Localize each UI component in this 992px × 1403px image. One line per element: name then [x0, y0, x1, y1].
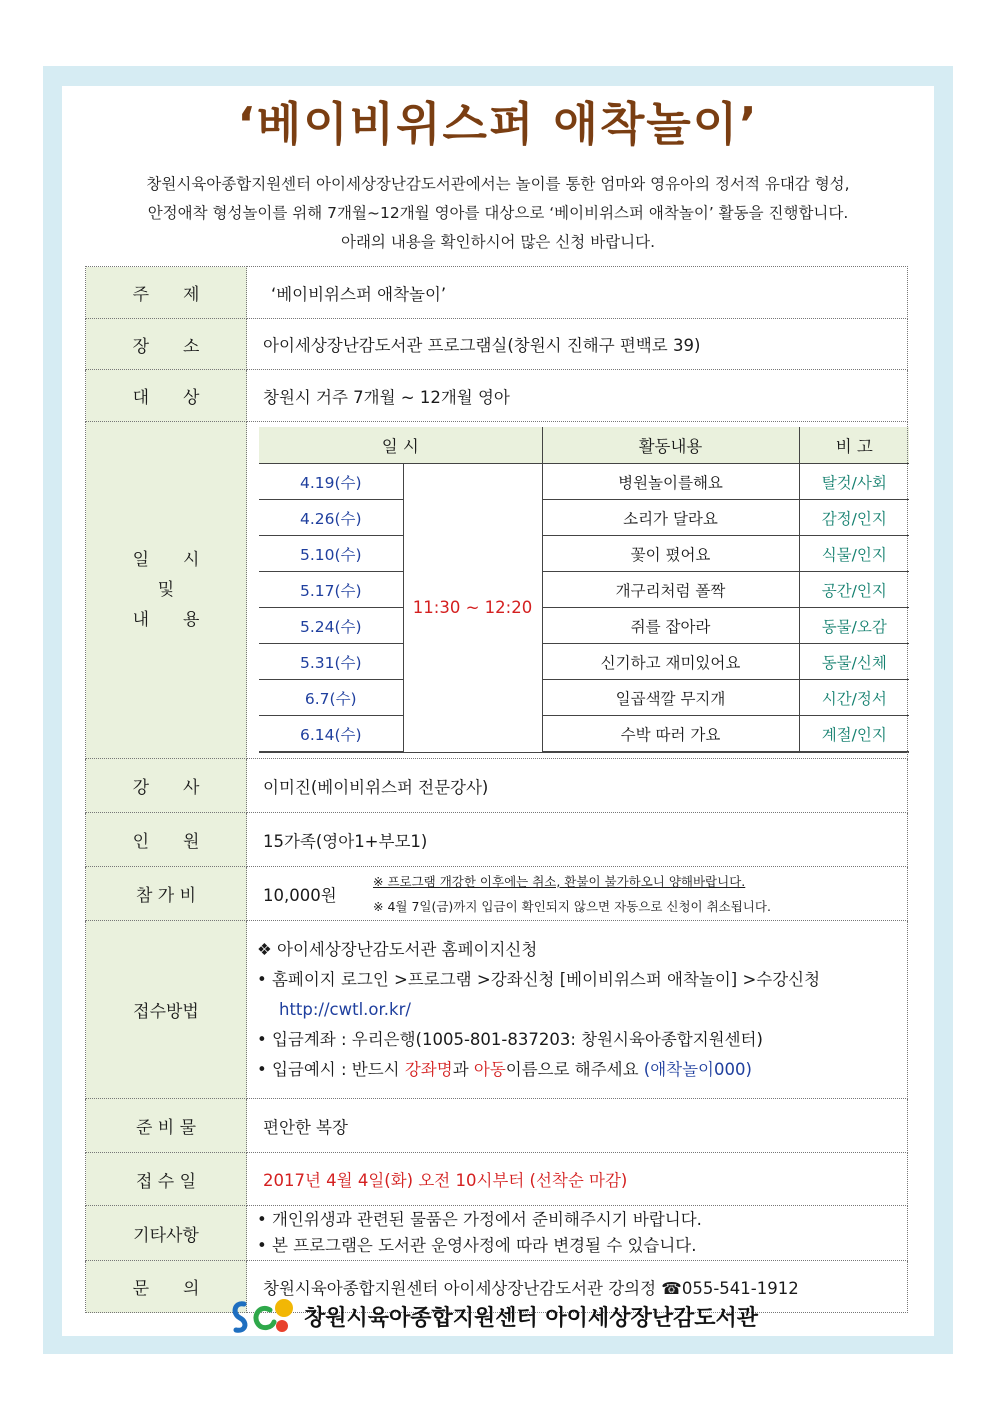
apply-step-homepage: • 홈페이지 로그인 >프로그램 >강좌신청 [베이비위스퍼 애착놀이] >수강신청 [257, 969, 821, 989]
schedule-row [259, 644, 909, 680]
value-apply [247, 921, 908, 1099]
value-subject: ‘베이비위스퍼 애착놀이’ [247, 267, 908, 319]
label-schedule-line: 일 시 [132, 550, 200, 570]
apply-heading: ❖ 아이세상장난감도서관 홈페이지신청 [257, 939, 538, 959]
apply-bank-account: • 입금계좌 : 우리은행(1005-801-837203: 창원시육아종합지원센터) [257, 1029, 763, 1049]
row-schedule [86, 422, 908, 759]
row-place [86, 319, 908, 370]
value-capacity: 15가족(영아1+부모1) [247, 813, 908, 867]
schedule-note: 동물/신체 [799, 644, 909, 680]
row-subject [86, 267, 908, 319]
schedule-note: 계절/인지 [799, 716, 909, 753]
schedule-date: 6.7(수) [259, 680, 403, 716]
intro-line: 창원시육아종합지원센터 아이세상장난감도서관에서는 놀이를 통한 엄마와 영유아의 정서적 유대감 형성, [146, 175, 850, 193]
value-etc [247, 1206, 908, 1261]
value-fee: 10,000원 [263, 885, 337, 905]
value-target: 창원시 거주 7개월 ~ 12개월 영아 [247, 370, 908, 422]
schedule-note: 시간/정서 [799, 680, 909, 716]
etc-note: • 본 프로그램은 도서관 운영사정에 따라 변경될 수 있습니다. [257, 1236, 697, 1255]
etc-note: • 개인위생과 관련된 물품은 가정에서 준비해주시기 바랍니다. [257, 1210, 702, 1229]
deposit-course-name: 강좌명 [404, 1059, 453, 1079]
row-etc [86, 1206, 908, 1261]
label-subject: 주 제 [86, 267, 247, 319]
row-apply [86, 921, 908, 1099]
label-etc: 기타사항 [86, 1206, 247, 1261]
schedule-activity: 신기하고 재미있어요 [542, 644, 799, 680]
row-date [86, 1153, 908, 1206]
childcare-center-logo-icon [230, 1294, 298, 1338]
label-place: 장 소 [86, 319, 247, 370]
page-title: ‘베이비위스퍼 애착놀이’ [237, 97, 759, 151]
header-datetime: 일 시 [259, 427, 542, 464]
schedule-row [259, 608, 909, 644]
label-prep: 준 비 물 [86, 1099, 247, 1153]
schedule-note: 감정/인지 [799, 500, 909, 536]
schedule-activity: 소리가 달라요 [542, 500, 799, 536]
value-prep: 편안한 복장 [247, 1099, 908, 1153]
deposit-text: 과 [452, 1059, 474, 1079]
row-capacity [86, 813, 908, 867]
schedule-row [259, 464, 909, 500]
schedule-row [259, 680, 909, 716]
apply-deposit-example [257, 1056, 906, 1084]
label-capacity: 인 원 [86, 813, 247, 867]
schedule-row [259, 536, 909, 572]
schedule-header-row [259, 427, 909, 464]
schedule-date: 6.14(수) [259, 716, 403, 753]
footer-org-name: 창원시육아종합지원센터 아이세상장난감도서관 [304, 1305, 758, 1331]
value-place: 아이세상장난감도서관 프로그램실(창원시 진해구 편백로 39) [247, 319, 908, 370]
value-instructor: 이미진(베이비위스퍼 전문강사) [247, 759, 908, 813]
schedule-activity: 일곱색깔 무지개 [542, 680, 799, 716]
schedule-date: 5.31(수) [259, 644, 403, 680]
value-fee-cell [247, 867, 908, 921]
deposit-text: 이름으로 해주세요 [505, 1059, 644, 1079]
schedule-note: 식물/인지 [799, 536, 909, 572]
info-table [85, 266, 908, 1313]
deposit-child: 아동 [473, 1059, 506, 1079]
schedule-date: 5.24(수) [259, 608, 403, 644]
label-instructor: 강 사 [86, 759, 247, 813]
label-schedule-line: 내 용 [132, 610, 200, 630]
fee-notes [373, 869, 771, 919]
intro-line: 아래의 내용을 확인하시어 많은 신청 바랍니다. [340, 233, 656, 251]
schedule-row [259, 572, 909, 608]
header-activity: 활동내용 [542, 427, 799, 464]
row-fee [86, 867, 908, 921]
row-prep [86, 1099, 908, 1153]
deposit-text: • 입금예시 : 반드시 [257, 1059, 405, 1079]
schedule-date: 5.10(수) [259, 536, 403, 572]
deposit-example: (애착놀이000) [643, 1059, 752, 1079]
homepage-link[interactable]: http://cwtl.or.kr/ [279, 999, 411, 1019]
row-target [86, 370, 908, 422]
schedule-note: 탈것/사회 [799, 464, 909, 500]
label-date: 접 수 일 [86, 1153, 247, 1206]
schedule-note: 동물/오감 [799, 608, 909, 644]
label-contact: 문 의 [86, 1261, 247, 1313]
schedule-activity: 꽃이 폈어요 [542, 536, 799, 572]
value-date: 2017년 4월 4일(화) 오전 10시부터 (선착순 마감) [247, 1153, 908, 1206]
label-target: 대 상 [86, 370, 247, 422]
label-apply: 접수방법 [86, 921, 247, 1099]
footer [230, 1294, 758, 1338]
header-note: 비 고 [799, 427, 909, 464]
fee-note-deadline: ※ 4월 7일(금)까지 입금이 확인되지 않으면 자동으로 신청이 취소됩니다. [373, 898, 771, 914]
intro-line: 안정애착 형성놀이를 위해 7개월~12개월 영아를 대상으로 ‘베이비위스퍼 애착놀이’ 활동을 진행합니다. [147, 204, 849, 222]
label-schedule-line: 및 [157, 580, 175, 600]
schedule-activity: 병원놀이를해요 [542, 464, 799, 500]
schedule-activity: 개구리처럼 폴짝 [542, 572, 799, 608]
schedule-date: 4.19(수) [259, 464, 403, 500]
intro-text [62, 170, 934, 257]
schedule-note: 공간/인지 [799, 572, 909, 608]
schedule-table [259, 427, 909, 753]
label-schedule [86, 422, 247, 759]
label-fee: 참 가 비 [86, 867, 247, 921]
value-contact: 창원시육아종합지원센터 아이세상장난감도서관 강의정 ☎055-541-1912 [247, 1261, 908, 1313]
schedule-row [259, 500, 909, 536]
schedule-date: 4.26(수) [259, 500, 403, 536]
schedule-date: 5.17(수) [259, 572, 403, 608]
schedule-activity: 쥐를 잡아라 [542, 608, 799, 644]
fee-note-refund: ※ 프로그램 개강한 이후에는 취소, 환불이 불가하오니 양해바랍니다. [373, 873, 746, 889]
schedule-activity: 수박 따러 가요 [542, 716, 799, 753]
schedule-time: 11:30 ~ 12:20 [403, 464, 542, 753]
schedule-cell [247, 422, 908, 759]
schedule-row [259, 716, 909, 753]
row-instructor [86, 759, 908, 813]
